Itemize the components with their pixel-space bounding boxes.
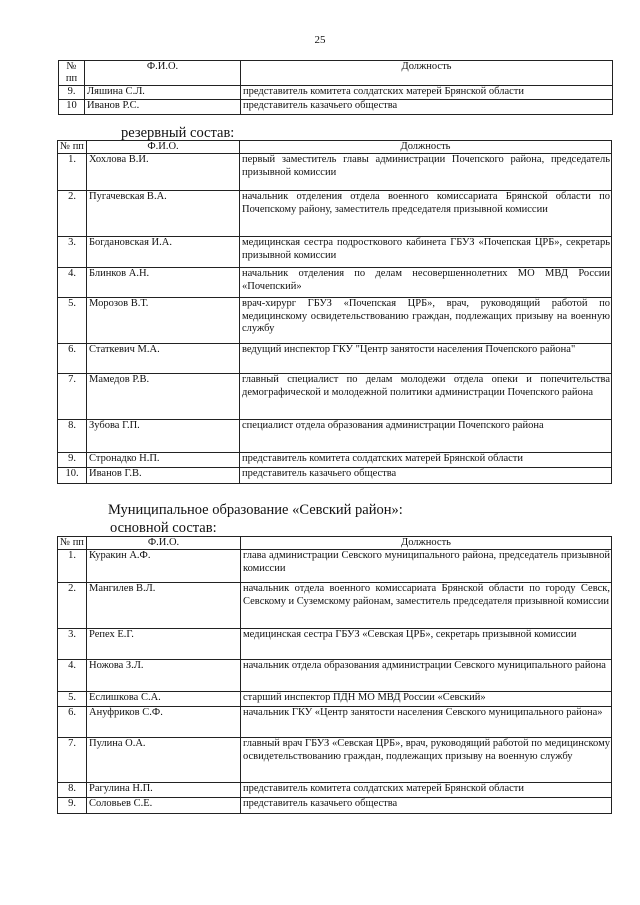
table-row [58, 344, 612, 374]
table-row [58, 154, 612, 191]
member-name: Пулина О.А. [87, 738, 241, 783]
table-header-row [58, 537, 612, 550]
table-row [58, 583, 612, 629]
member-position: начальник отдела образования администрации Севского муниципального района [241, 660, 612, 692]
member-position: начальник ГКУ «Центр занятости населения Севского муниципального района» [241, 707, 612, 738]
member-name: Еслишкова С.А. [87, 692, 241, 707]
members-table-continuation [58, 60, 613, 115]
header-name: Ф.И.О. [87, 141, 240, 154]
main-caption: основной состав: [110, 520, 217, 536]
row-number: 1. [58, 154, 87, 191]
member-position: представитель комитета солдатских матерей Брянской области [241, 86, 613, 100]
member-position: начальник отделения отдела военного комиссариата Брянской области по Почепскому району, заместитель председателя призывной комиссии [240, 191, 612, 237]
member-position: глава администрации Севского муниципального района, председатель призывной комиссии [241, 550, 612, 583]
table-row [58, 629, 612, 660]
row-number: 1. [58, 550, 87, 583]
header-num: № пп [59, 61, 85, 86]
table-row [58, 420, 612, 453]
row-number: 10 [59, 100, 85, 115]
table-row [58, 783, 612, 798]
table-row [58, 660, 612, 692]
member-position: главный врач ГБУЗ «Севская ЦРБ», врач, руководящий работой по медицинскому освидетельствованию граждан, подлежащих призыву на военную службу [241, 738, 612, 783]
row-number: 2. [58, 191, 87, 237]
member-name: Иванов Р.С. [85, 100, 241, 115]
member-position: представитель комитета солдатских матерей Брянской области [241, 783, 612, 798]
header-name: Ф.И.О. [87, 537, 241, 550]
member-position: старший инспектор ПДН МО МВД России «Севский» [241, 692, 612, 707]
member-name: Пугачевская В.А. [87, 191, 240, 237]
member-name: Ножова З.Л. [87, 660, 241, 692]
member-name: Репех Е.Г. [87, 629, 241, 660]
member-name: Рагулина Н.П. [87, 783, 241, 798]
row-number: 6. [58, 344, 87, 374]
member-name: Соловьев С.Е. [87, 798, 241, 814]
header-num: № пп [58, 537, 87, 550]
row-number: 8. [58, 420, 87, 453]
row-number: 9. [58, 798, 87, 814]
main-table [57, 536, 612, 814]
header-position: Должность [241, 537, 612, 550]
row-number: 2. [58, 583, 87, 629]
row-number: 4. [58, 268, 87, 298]
row-number: 5. [58, 298, 87, 344]
table-row [59, 86, 613, 100]
table-row [58, 191, 612, 237]
member-position: начальник отдела военного комиссариата Брянской области по городу Севск, Севскому и Суземскому районам, заместитель председателя призывной комиссии [241, 583, 612, 629]
table-row [58, 798, 612, 814]
member-name: Стронадко Н.П. [87, 453, 240, 468]
member-name: Ануфриков С.Ф. [87, 707, 241, 738]
page-number: 25 [314, 34, 326, 46]
table-row [58, 738, 612, 783]
table-row [58, 550, 612, 583]
member-name: Ляшина С.Л. [85, 86, 241, 100]
row-number: 4. [58, 660, 87, 692]
member-position: врач-хирург ГБУЗ «Почепская ЦРБ», врач, руководящий работой по медицинскому освидетельствованию граждан, подлежащих призыву на военную службу [240, 298, 612, 344]
municipality-caption: Муниципальное образование «Севский район»: [108, 502, 403, 518]
member-position: начальник отделения по делам несовершеннолетних МО МВД России «Почепский» [240, 268, 612, 298]
table-row [58, 374, 612, 420]
member-name: Зубова Г.П. [87, 420, 240, 453]
row-number: 5. [58, 692, 87, 707]
member-name: Иванов Г.В. [87, 468, 240, 484]
table-row [58, 268, 612, 298]
member-position: представитель казачьего общества [241, 798, 612, 814]
row-number: 9. [58, 453, 87, 468]
table-row [58, 707, 612, 738]
member-name: Статкевич М.А. [87, 344, 240, 374]
table-row [58, 237, 612, 268]
header-position: Должность [240, 141, 612, 154]
member-position: медицинская сестра подросткового кабинета ГБУЗ «Почепская ЦРБ», секретарь призывной комиссии [240, 237, 612, 268]
header-name: Ф.И.О. [85, 61, 241, 86]
member-name: Куракин А.Ф. [87, 550, 241, 583]
row-number: 3. [58, 237, 87, 268]
table-row [59, 100, 613, 115]
table-header-row [59, 61, 613, 86]
table-row [58, 692, 612, 707]
table-row [58, 298, 612, 344]
member-position: представитель комитета солдатских матерей Брянской области [240, 453, 612, 468]
row-number: 6. [58, 707, 87, 738]
member-name: Хохлова В.И. [87, 154, 240, 191]
table-row [58, 453, 612, 468]
row-number: 7. [58, 738, 87, 783]
member-position: главный специалист по делам молодежи отдела опеки и попечительства демографической и молодежной политики администрации Почепского района [240, 374, 612, 420]
row-number: 7. [58, 374, 87, 420]
row-number: 8. [58, 783, 87, 798]
member-position: специалист отдела образования администрации Почепского района [240, 420, 612, 453]
table-row [58, 468, 612, 484]
row-number: 3. [58, 629, 87, 660]
member-position: медицинская сестра ГБУЗ «Севская ЦРБ», секретарь призывной комиссии [241, 629, 612, 660]
member-position: представитель казачьего общества [241, 100, 613, 115]
member-name: Блинков А.Н. [87, 268, 240, 298]
header-num: № пп [58, 141, 87, 154]
reserve-caption: резервный состав: [121, 125, 235, 141]
member-position: первый заместитель главы администрации Почепского района, председатель призывной комиссии [240, 154, 612, 191]
member-name: Морозов В.Т. [87, 298, 240, 344]
member-position: ведущий инспектор ГКУ "Центр занятости населения Почепского района" [240, 344, 612, 374]
member-name: Мамедов Р.В. [87, 374, 240, 420]
row-number: 9. [59, 86, 85, 100]
member-name: Мангилев В.Л. [87, 583, 241, 629]
member-position: представитель казачьего общества [240, 468, 612, 484]
row-number: 10. [58, 468, 87, 484]
table-header-row [58, 141, 612, 154]
header-position: Должность [241, 61, 613, 86]
reserve-table [57, 140, 612, 484]
member-name: Богдановская И.А. [87, 237, 240, 268]
